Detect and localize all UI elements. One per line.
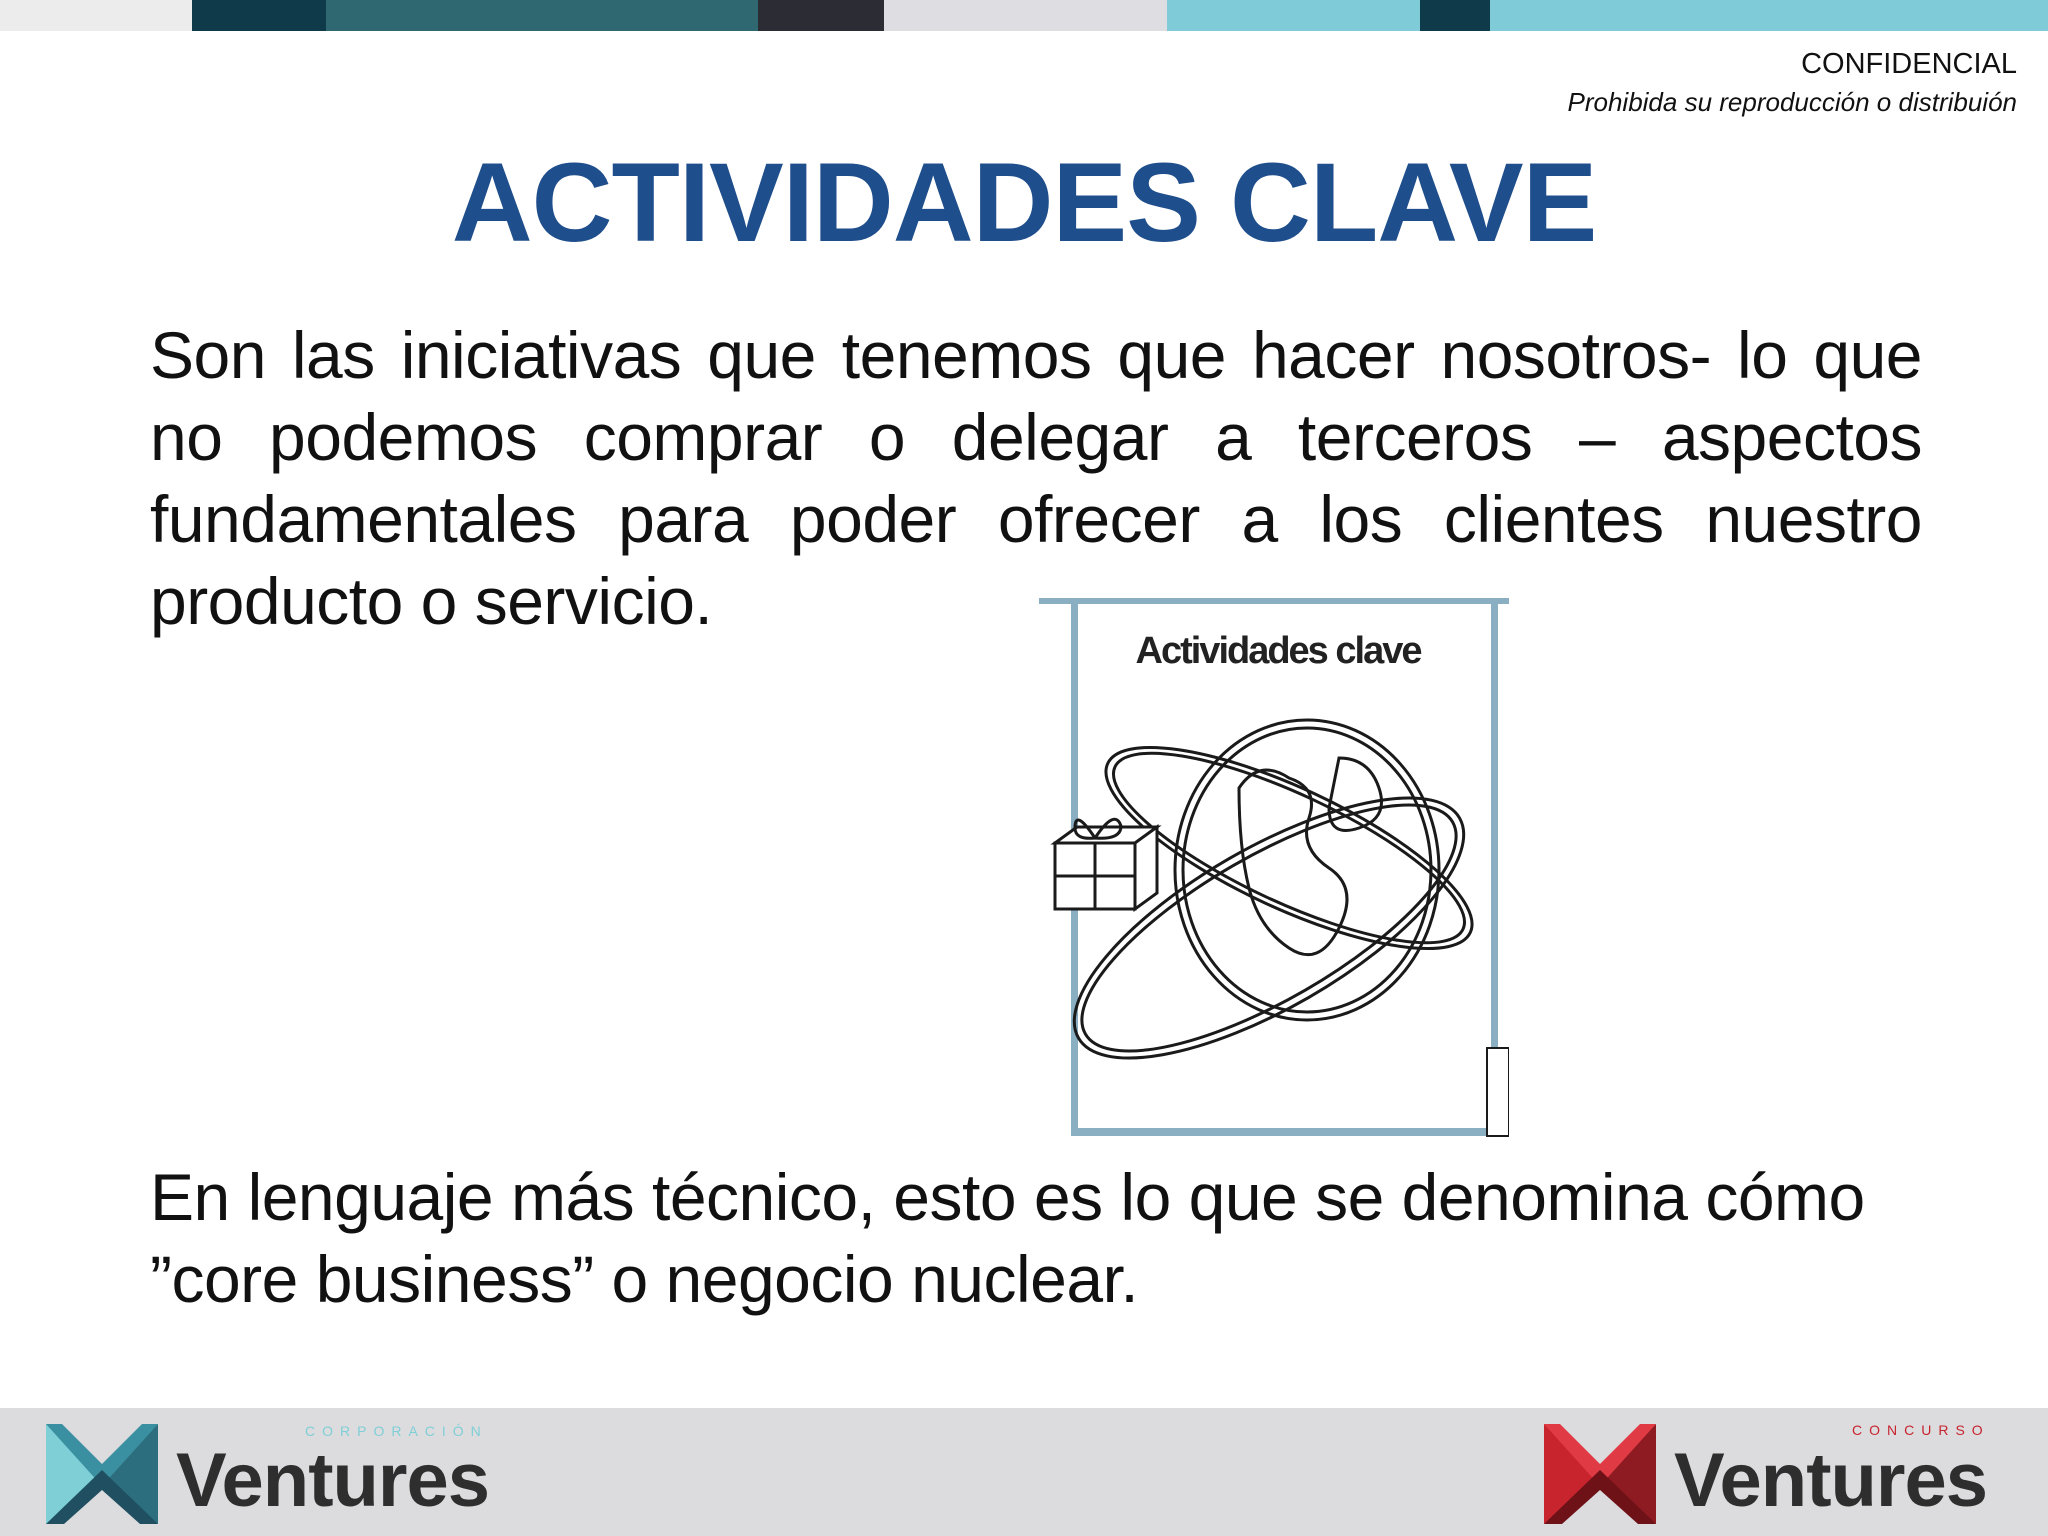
- logo-subtitle: CONCURSO: [1852, 1422, 1990, 1438]
- confidential-label: CONFIDENCIAL: [1801, 48, 2017, 80]
- activities-illustration: [1039, 598, 1509, 1140]
- slide-title: ACTIVIDADES CLAVE: [451, 140, 1597, 265]
- top-bar-segment: [326, 0, 758, 31]
- paragraph-line: En lenguaje más técnico, esto es lo que se denomina cómo: [150, 1160, 1865, 1234]
- top-bar-segment: [0, 0, 192, 31]
- logo-wordmark: Ventures: [176, 1438, 490, 1523]
- illustration-title: Actividades clave: [1135, 630, 1421, 672]
- top-bar-segment: [1167, 0, 1420, 31]
- logo-subtitle: CORPORACIÓN: [305, 1423, 488, 1439]
- logo-wordmark: Ventures: [1674, 1438, 1988, 1523]
- top-bar-segment: [884, 0, 1167, 31]
- paragraph-line: ”core business” o negocio nuclear.: [150, 1242, 1139, 1316]
- top-bar-segment: [192, 0, 326, 31]
- ventures-logo-icon: [42, 1420, 162, 1528]
- top-color-bar: [0, 0, 2048, 31]
- distribution-notice: Prohibida su reproducción o distribuión: [1567, 87, 2017, 117]
- body-paragraph-secondary: [150, 1156, 1990, 1320]
- top-bar-segment: [1420, 0, 1490, 31]
- body-paragraph: Son las iniciativas que tenemos que hacer nosotros- lo que no podemos comprar o delegar a terceros – aspectos fundamentales para poder ofrecer a los clientes nuestro producto o servicio.: [150, 318, 1922, 638]
- ventures-logo-icon: [1540, 1420, 1660, 1528]
- top-bar-segment: [1490, 0, 2048, 31]
- top-bar-segment: [758, 0, 884, 31]
